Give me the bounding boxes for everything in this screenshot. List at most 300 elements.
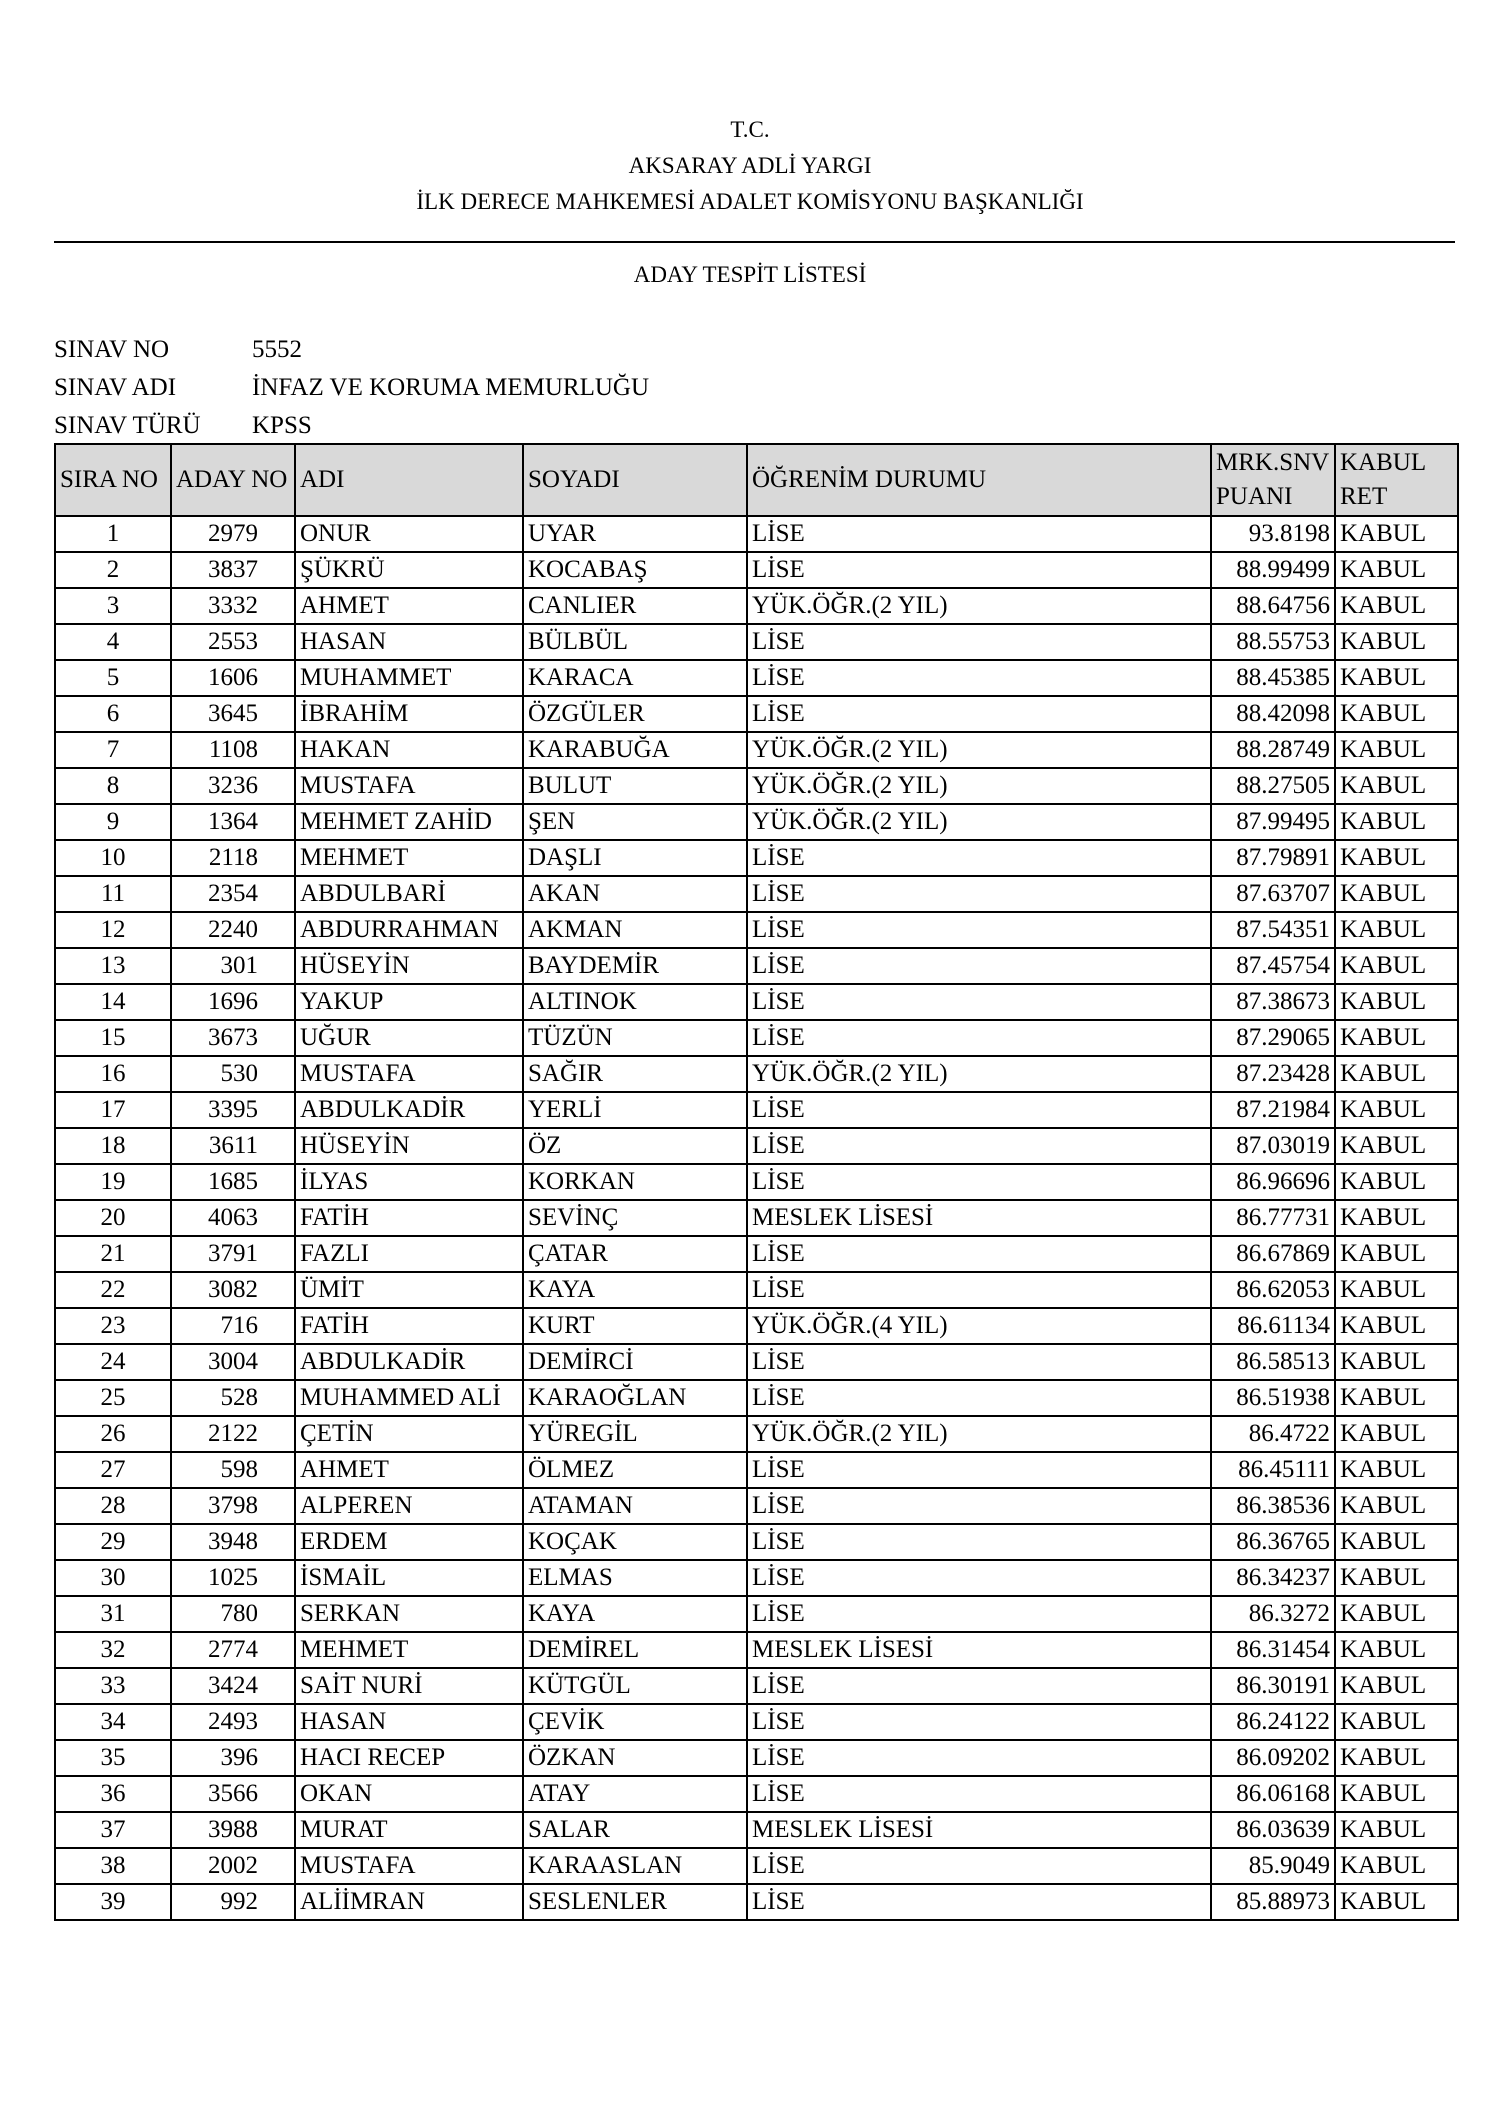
sira-no-cell: 17 [55,1092,171,1128]
table-row [55,1848,1458,1884]
soyadi-cell: KORKAN [523,1164,747,1200]
kabul-cell: KABUL [1335,912,1458,948]
aday-no-cell: 598 [171,1452,295,1488]
ogrenim-cell: MESLEK LİSESİ [747,1200,1211,1236]
puan-cell: 86.96696 [1211,1164,1335,1200]
ogrenim-cell: YÜK.ÖĞR.(2 YIL) [747,1416,1211,1452]
ogrenim-cell: LİSE [747,1380,1211,1416]
table-row [55,1524,1458,1560]
puan-cell: 86.31454 [1211,1632,1335,1668]
adi-cell: ABDULKADİR [295,1092,523,1128]
kabul-cell: KABUL [1335,1596,1458,1632]
puan-cell: 86.45111 [1211,1452,1335,1488]
ogrenim-cell: LİSE [747,1236,1211,1272]
sira-no-cell: 20 [55,1200,171,1236]
ogrenim-cell: LİSE [747,1128,1211,1164]
puan-cell: 88.99499 [1211,552,1335,588]
puan-cell: 86.58513 [1211,1344,1335,1380]
kabul-cell: KABUL [1335,1344,1458,1380]
aday-no-cell: 1025 [171,1560,295,1596]
soyadi-cell: KAYA [523,1596,747,1632]
table-row [55,696,1458,732]
table-row [55,660,1458,696]
soyadi-cell: KARACA [523,660,747,696]
table-row [55,1200,1458,1236]
adi-cell: FAZLI [295,1236,523,1272]
soyadi-cell: TÜZÜN [523,1020,747,1056]
soyadi-cell: KURT [523,1308,747,1344]
kabul-cell: KABUL [1335,1020,1458,1056]
adi-cell: ŞÜKRÜ [295,552,523,588]
puan-cell: 86.77731 [1211,1200,1335,1236]
aday-no-cell: 301 [171,948,295,984]
sira-no-cell: 7 [55,732,171,768]
aday-no-cell: 2979 [171,516,295,552]
aday-no-cell: 528 [171,1380,295,1416]
adi-cell: ALİİMRAN [295,1884,523,1920]
puan-cell: 86.3272 [1211,1596,1335,1632]
adi-cell: ERDEM [295,1524,523,1560]
ogrenim-cell: YÜK.ÖĞR.(4 YIL) [747,1308,1211,1344]
col-header-kabul [1335,444,1458,516]
document-title: ADAY TESPİT LİSTESİ [633,262,867,287]
table-row [55,1668,1458,1704]
puan-cell: 87.54351 [1211,912,1335,948]
sira-no-cell: 36 [55,1776,171,1812]
col-header-adi: ADI [295,444,523,516]
sira-no-cell: 3 [55,588,171,624]
adi-cell: ABDULKADİR [295,1344,523,1380]
table-row [55,1704,1458,1740]
header-divider [54,241,1455,243]
table-row [55,876,1458,912]
soyadi-cell: KÜTGÜL [523,1668,747,1704]
table-row [55,1128,1458,1164]
ogrenim-cell: LİSE [747,1740,1211,1776]
kabul-cell: KABUL [1335,1812,1458,1848]
col-header-puan-line2: PUANI [1216,483,1293,510]
sira-no-cell: 19 [55,1164,171,1200]
table-row [55,1596,1458,1632]
soyadi-cell: UYAR [523,516,747,552]
puan-cell: 86.24122 [1211,1704,1335,1740]
exam-name-label: SINAV ADI [54,374,177,401]
soyadi-cell: ÖZGÜLER [523,696,747,732]
table-row [55,1344,1458,1380]
aday-no-cell: 3082 [171,1272,295,1308]
sira-no-cell: 13 [55,948,171,984]
adi-cell: ÜMİT [295,1272,523,1308]
soyadi-cell: DEMİREL [523,1632,747,1668]
adi-cell: AHMET [295,1452,523,1488]
sira-no-cell: 11 [55,876,171,912]
adi-cell: HASAN [295,624,523,660]
sira-no-cell: 18 [55,1128,171,1164]
aday-no-cell: 2354 [171,876,295,912]
adi-cell: MUHAMMET [295,660,523,696]
aday-no-cell: 2240 [171,912,295,948]
aday-no-cell: 2553 [171,624,295,660]
adi-cell: HÜSEYİN [295,948,523,984]
ogrenim-cell: YÜK.ÖĞR.(2 YIL) [747,804,1211,840]
table-row [55,1056,1458,1092]
kabul-cell: KABUL [1335,1740,1458,1776]
kabul-cell: KABUL [1335,984,1458,1020]
adi-cell: MUSTAFA [295,1848,523,1884]
kabul-cell: KABUL [1335,1272,1458,1308]
sira-no-cell: 9 [55,804,171,840]
sira-no-cell: 27 [55,1452,171,1488]
table-row [55,948,1458,984]
kabul-cell: KABUL [1335,1524,1458,1560]
adi-cell: YAKUP [295,984,523,1020]
adi-cell: MUSTAFA [295,768,523,804]
kabul-cell: KABUL [1335,1056,1458,1092]
puan-cell: 88.64756 [1211,588,1335,624]
aday-no-cell: 1364 [171,804,295,840]
soyadi-cell: ÖZKAN [523,1740,747,1776]
puan-cell: 86.62053 [1211,1272,1335,1308]
puan-cell: 88.45385 [1211,660,1335,696]
sira-no-cell: 10 [55,840,171,876]
aday-no-cell: 1696 [171,984,295,1020]
table-row [55,1452,1458,1488]
soyadi-cell: KARABUĞA [523,732,747,768]
soyadi-cell: YÜREGİL [523,1416,747,1452]
ogrenim-cell: LİSE [747,1488,1211,1524]
adi-cell: HÜSEYİN [295,1128,523,1164]
kabul-cell: KABUL [1335,768,1458,804]
aday-no-cell: 3645 [171,696,295,732]
puan-cell: 88.28749 [1211,732,1335,768]
adi-cell: ÇETİN [295,1416,523,1452]
sira-no-cell: 1 [55,516,171,552]
header-court: AKSARAY ADLİ YARGI [628,153,872,178]
soyadi-cell: AKAN [523,876,747,912]
aday-no-cell: 1108 [171,732,295,768]
kabul-cell: KABUL [1335,1452,1458,1488]
ogrenim-cell: LİSE [747,660,1211,696]
adi-cell: ABDULBARİ [295,876,523,912]
table-row [55,984,1458,1020]
ogrenim-cell: YÜK.ÖĞR.(2 YIL) [747,768,1211,804]
soyadi-cell: DEMİRCİ [523,1344,747,1380]
puan-cell: 88.27505 [1211,768,1335,804]
sira-no-cell: 32 [55,1632,171,1668]
adi-cell: MUHAMMED ALİ [295,1380,523,1416]
ogrenim-cell: LİSE [747,624,1211,660]
exam-name-value: İNFAZ VE KORUMA MEMURLUĞU [252,374,650,401]
col-header-puan-line1: MRK.SNV [1216,449,1330,476]
ogrenim-cell: LİSE [747,1776,1211,1812]
kabul-cell: KABUL [1335,1416,1458,1452]
sira-no-cell: 28 [55,1488,171,1524]
table-row [55,1308,1458,1344]
puan-cell: 86.03639 [1211,1812,1335,1848]
sira-no-cell: 12 [55,912,171,948]
ogrenim-cell: LİSE [747,1668,1211,1704]
table-body [55,516,1458,1920]
aday-no-cell: 3988 [171,1812,295,1848]
aday-no-cell: 1606 [171,660,295,696]
soyadi-cell: BULUT [523,768,747,804]
header-tc: T.C. [730,117,770,142]
exam-type-label: SINAV TÜRÜ [54,412,201,439]
puan-cell: 87.21984 [1211,1092,1335,1128]
ogrenim-cell: LİSE [747,1020,1211,1056]
kabul-cell: KABUL [1335,1380,1458,1416]
soyadi-cell: ATAMAN [523,1488,747,1524]
puan-cell: 86.09202 [1211,1740,1335,1776]
puan-cell: 87.63707 [1211,876,1335,912]
puan-cell: 87.23428 [1211,1056,1335,1092]
soyadi-cell: ATAY [523,1776,747,1812]
puan-cell: 86.30191 [1211,1668,1335,1704]
sira-no-cell: 38 [55,1848,171,1884]
kabul-cell: KABUL [1335,1776,1458,1812]
sira-no-cell: 22 [55,1272,171,1308]
sira-no-cell: 26 [55,1416,171,1452]
kabul-cell: KABUL [1335,660,1458,696]
ogrenim-cell: LİSE [747,1704,1211,1740]
ogrenim-cell: LİSE [747,1092,1211,1128]
aday-no-cell: 3798 [171,1488,295,1524]
soyadi-cell: SALAR [523,1812,747,1848]
exam-number-value: 5552 [252,336,302,363]
adi-cell: İSMAİL [295,1560,523,1596]
sira-no-cell: 16 [55,1056,171,1092]
sira-no-cell: 33 [55,1668,171,1704]
kabul-cell: KABUL [1335,1848,1458,1884]
table-row [55,732,1458,768]
ogrenim-cell: LİSE [747,948,1211,984]
ogrenim-cell: LİSE [747,1560,1211,1596]
sira-no-cell: 37 [55,1812,171,1848]
aday-no-cell: 1685 [171,1164,295,1200]
soyadi-cell: KOÇAK [523,1524,747,1560]
soyadi-cell: BAYDEMİR [523,948,747,984]
sira-no-cell: 15 [55,1020,171,1056]
table-row [55,552,1458,588]
ogrenim-cell: YÜK.ÖĞR.(2 YIL) [747,1056,1211,1092]
kabul-cell: KABUL [1335,948,1458,984]
puan-cell: 87.29065 [1211,1020,1335,1056]
sira-no-cell: 31 [55,1596,171,1632]
soyadi-cell: BÜLBÜL [523,624,747,660]
ogrenim-cell: LİSE [747,840,1211,876]
kabul-cell: KABUL [1335,516,1458,552]
aday-no-cell: 3673 [171,1020,295,1056]
sira-no-cell: 34 [55,1704,171,1740]
aday-no-cell: 3837 [171,552,295,588]
soyadi-cell: AKMAN [523,912,747,948]
table-row [55,1560,1458,1596]
ogrenim-cell: LİSE [747,1884,1211,1920]
kabul-cell: KABUL [1335,1704,1458,1740]
adi-cell: HACI RECEP [295,1740,523,1776]
aday-no-cell: 3332 [171,588,295,624]
ogrenim-cell: LİSE [747,1344,1211,1380]
sira-no-cell: 24 [55,1344,171,1380]
table-row [55,1164,1458,1200]
ogrenim-cell: LİSE [747,696,1211,732]
aday-no-cell: 396 [171,1740,295,1776]
kabul-cell: KABUL [1335,1092,1458,1128]
soyadi-cell: ÇATAR [523,1236,747,1272]
sira-no-cell: 14 [55,984,171,1020]
table-row [55,1416,1458,1452]
kabul-cell: KABUL [1335,1236,1458,1272]
soyadi-cell: ELMAS [523,1560,747,1596]
table-row [55,1632,1458,1668]
puan-cell: 86.36765 [1211,1524,1335,1560]
aday-no-cell: 780 [171,1596,295,1632]
table-row [55,516,1458,552]
puan-cell: 86.4722 [1211,1416,1335,1452]
aday-no-cell: 3424 [171,1668,295,1704]
ogrenim-cell: LİSE [747,1272,1211,1308]
aday-no-cell: 2118 [171,840,295,876]
col-header-ogrenim: ÖĞRENİM DURUMU [747,444,1211,516]
ogrenim-cell: MESLEK LİSESİ [747,1812,1211,1848]
kabul-cell: KABUL [1335,1560,1458,1596]
sira-no-cell: 30 [55,1560,171,1596]
puan-cell: 87.79891 [1211,840,1335,876]
kabul-cell: KABUL [1335,1632,1458,1668]
adi-cell: MUSTAFA [295,1056,523,1092]
ogrenim-cell: LİSE [747,912,1211,948]
table-row [55,1236,1458,1272]
soyadi-cell: ÇEVİK [523,1704,747,1740]
col-header-puan [1211,444,1335,516]
adi-cell: MEHMET ZAHİD [295,804,523,840]
table-row [55,1740,1458,1776]
sira-no-cell: 25 [55,1380,171,1416]
soyadi-cell: SEVİNÇ [523,1200,747,1236]
aday-no-cell: 3395 [171,1092,295,1128]
adi-cell: MEHMET [295,840,523,876]
adi-cell: ALPEREN [295,1488,523,1524]
table-row [55,840,1458,876]
aday-no-cell: 3004 [171,1344,295,1380]
col-header-kabul-line2: RET [1340,483,1388,510]
sira-no-cell: 6 [55,696,171,732]
puan-cell: 85.88973 [1211,1884,1335,1920]
ogrenim-cell: LİSE [747,984,1211,1020]
table-row [55,1812,1458,1848]
kabul-cell: KABUL [1335,804,1458,840]
kabul-cell: KABUL [1335,624,1458,660]
ogrenim-cell: YÜK.ÖĞR.(2 YIL) [747,732,1211,768]
table-row [55,1776,1458,1812]
aday-no-cell: 3791 [171,1236,295,1272]
ogrenim-cell: YÜK.ÖĞR.(2 YIL) [747,588,1211,624]
candidate-table [54,443,1459,1921]
ogrenim-cell: LİSE [747,552,1211,588]
adi-cell: OKAN [295,1776,523,1812]
table-row [55,912,1458,948]
aday-no-cell: 716 [171,1308,295,1344]
aday-no-cell: 2122 [171,1416,295,1452]
adi-cell: ABDURRAHMAN [295,912,523,948]
ogrenim-cell: LİSE [747,876,1211,912]
kabul-cell: KABUL [1335,732,1458,768]
kabul-cell: KABUL [1335,840,1458,876]
adi-cell: MEHMET [295,1632,523,1668]
ogrenim-cell: LİSE [747,516,1211,552]
table-row [55,1380,1458,1416]
sira-no-cell: 2 [55,552,171,588]
adi-cell: UĞUR [295,1020,523,1056]
soyadi-cell: DAŞLI [523,840,747,876]
table-row [55,1020,1458,1056]
soyadi-cell: ŞEN [523,804,747,840]
ogrenim-cell: MESLEK LİSESİ [747,1632,1211,1668]
table-row [55,1272,1458,1308]
soyadi-cell: KOCABAŞ [523,552,747,588]
aday-no-cell: 3236 [171,768,295,804]
adi-cell: AHMET [295,588,523,624]
adi-cell: FATİH [295,1308,523,1344]
adi-cell: ONUR [295,516,523,552]
puan-cell: 86.61134 [1211,1308,1335,1344]
soyadi-cell: ALTINOK [523,984,747,1020]
kabul-cell: KABUL [1335,1308,1458,1344]
ogrenim-cell: LİSE [747,1596,1211,1632]
adi-cell: HAKAN [295,732,523,768]
kabul-cell: KABUL [1335,876,1458,912]
puan-cell: 87.99495 [1211,804,1335,840]
exam-number-label: SINAV NO [54,336,170,363]
col-header-sira: SIRA NO [55,444,171,516]
sira-no-cell: 23 [55,1308,171,1344]
table-row [55,804,1458,840]
puan-cell: 86.67869 [1211,1236,1335,1272]
sira-no-cell: 21 [55,1236,171,1272]
sira-no-cell: 29 [55,1524,171,1560]
puan-cell: 85.9049 [1211,1848,1335,1884]
puan-cell: 93.8198 [1211,516,1335,552]
sira-no-cell: 4 [55,624,171,660]
adi-cell: MURAT [295,1812,523,1848]
aday-no-cell: 2493 [171,1704,295,1740]
table-row [55,1092,1458,1128]
soyadi-cell: YERLİ [523,1092,747,1128]
sira-no-cell: 5 [55,660,171,696]
soyadi-cell: ÖLMEZ [523,1452,747,1488]
sira-no-cell: 35 [55,1740,171,1776]
puan-cell: 86.34237 [1211,1560,1335,1596]
kabul-cell: KABUL [1335,552,1458,588]
puan-cell: 86.06168 [1211,1776,1335,1812]
adi-cell: FATİH [295,1200,523,1236]
soyadi-cell: KAYA [523,1272,747,1308]
kabul-cell: KABUL [1335,588,1458,624]
col-header-soyadi: SOYADI [523,444,747,516]
aday-no-cell: 3566 [171,1776,295,1812]
table-row [55,624,1458,660]
aday-no-cell: 3948 [171,1524,295,1560]
soyadi-cell: SAĞIR [523,1056,747,1092]
table-row [55,768,1458,804]
adi-cell: İBRAHİM [295,696,523,732]
adi-cell: İLYAS [295,1164,523,1200]
aday-no-cell: 2002 [171,1848,295,1884]
kabul-cell: KABUL [1335,1668,1458,1704]
ogrenim-cell: LİSE [747,1452,1211,1488]
puan-cell: 88.42098 [1211,696,1335,732]
soyadi-cell: ÖZ [523,1128,747,1164]
